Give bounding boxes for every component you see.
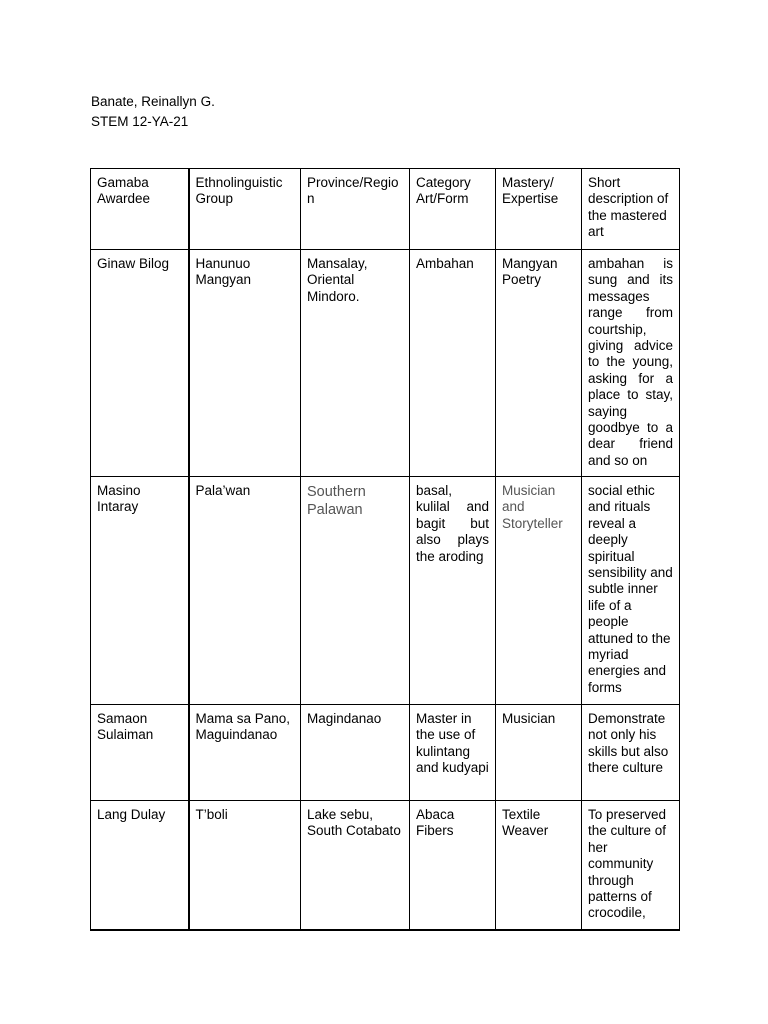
- document-header: [91, 92, 215, 131]
- awardee-cell: Ginaw Bilog: [91, 250, 189, 477]
- description-cell: ambahan is sung and its messages range from courtship, giving advice to the young, asking for a place to stay, saying goodbye to a dear friend and so on: [582, 250, 680, 477]
- column-header: Mastery/ Expertise: [496, 169, 582, 250]
- category-cell: Ambahan: [410, 250, 496, 477]
- group-cell: Hanunuo Mangyan: [189, 250, 301, 477]
- category-cell: Abaca Fibers: [410, 801, 496, 931]
- mastery-cell: Mangyan Poetry: [496, 250, 582, 477]
- table-row: [91, 250, 680, 477]
- province-cell: Lake sebu, South Cotabato: [301, 801, 410, 931]
- column-header: Province/Region: [301, 169, 410, 250]
- group-cell: Mama sa Pano, Maguindanao: [189, 705, 301, 801]
- gamaba-awardees-table: [90, 168, 680, 931]
- category-cell: basal, kulilal and bagit but also plays the aroding: [410, 477, 496, 705]
- province-cell: Magindanao: [301, 705, 410, 801]
- description-cell: social ethic and rituals reveal a deeply spiritual sensibility and subtle inner life of a people attuned to the myriad energies and forms: [582, 477, 680, 705]
- awardee-cell: Lang Dulay: [91, 801, 189, 931]
- column-header: Short description of the mastered art: [582, 169, 680, 250]
- province-cell: Southern Palawan: [301, 477, 410, 705]
- table-row: [91, 477, 680, 705]
- student-section: STEM 12-YA-21: [91, 113, 189, 129]
- awardee-cell: Samaon Sulaiman: [91, 705, 189, 801]
- table-row: [91, 801, 680, 931]
- column-header: Category Art/Form: [410, 169, 496, 250]
- column-header: Gamaba Awardee: [91, 169, 189, 250]
- mastery-cell: Musician and Storyteller: [496, 477, 582, 705]
- table-row: [91, 705, 680, 801]
- column-header: Ethnolinguistic Group: [189, 169, 301, 250]
- description-cell: To preserved the culture of her community through patterns of crocodile,: [582, 801, 680, 931]
- mastery-cell: Musician: [496, 705, 582, 801]
- mastery-cell: Textile Weaver: [496, 801, 582, 931]
- group-cell: T’boli: [189, 801, 301, 931]
- province-cell: Mansalay, Oriental Mindoro.: [301, 250, 410, 477]
- table-header-row: [91, 169, 680, 250]
- group-cell: Pala’wan: [189, 477, 301, 705]
- description-cell: Demonstrate not only his skills but also there culture: [582, 705, 680, 801]
- student-name: Banate, Reinallyn G.: [91, 94, 215, 109]
- awardee-cell: Masino Intaray: [91, 477, 189, 705]
- category-cell: Master in the use of kulintang and kudyapi: [410, 705, 496, 801]
